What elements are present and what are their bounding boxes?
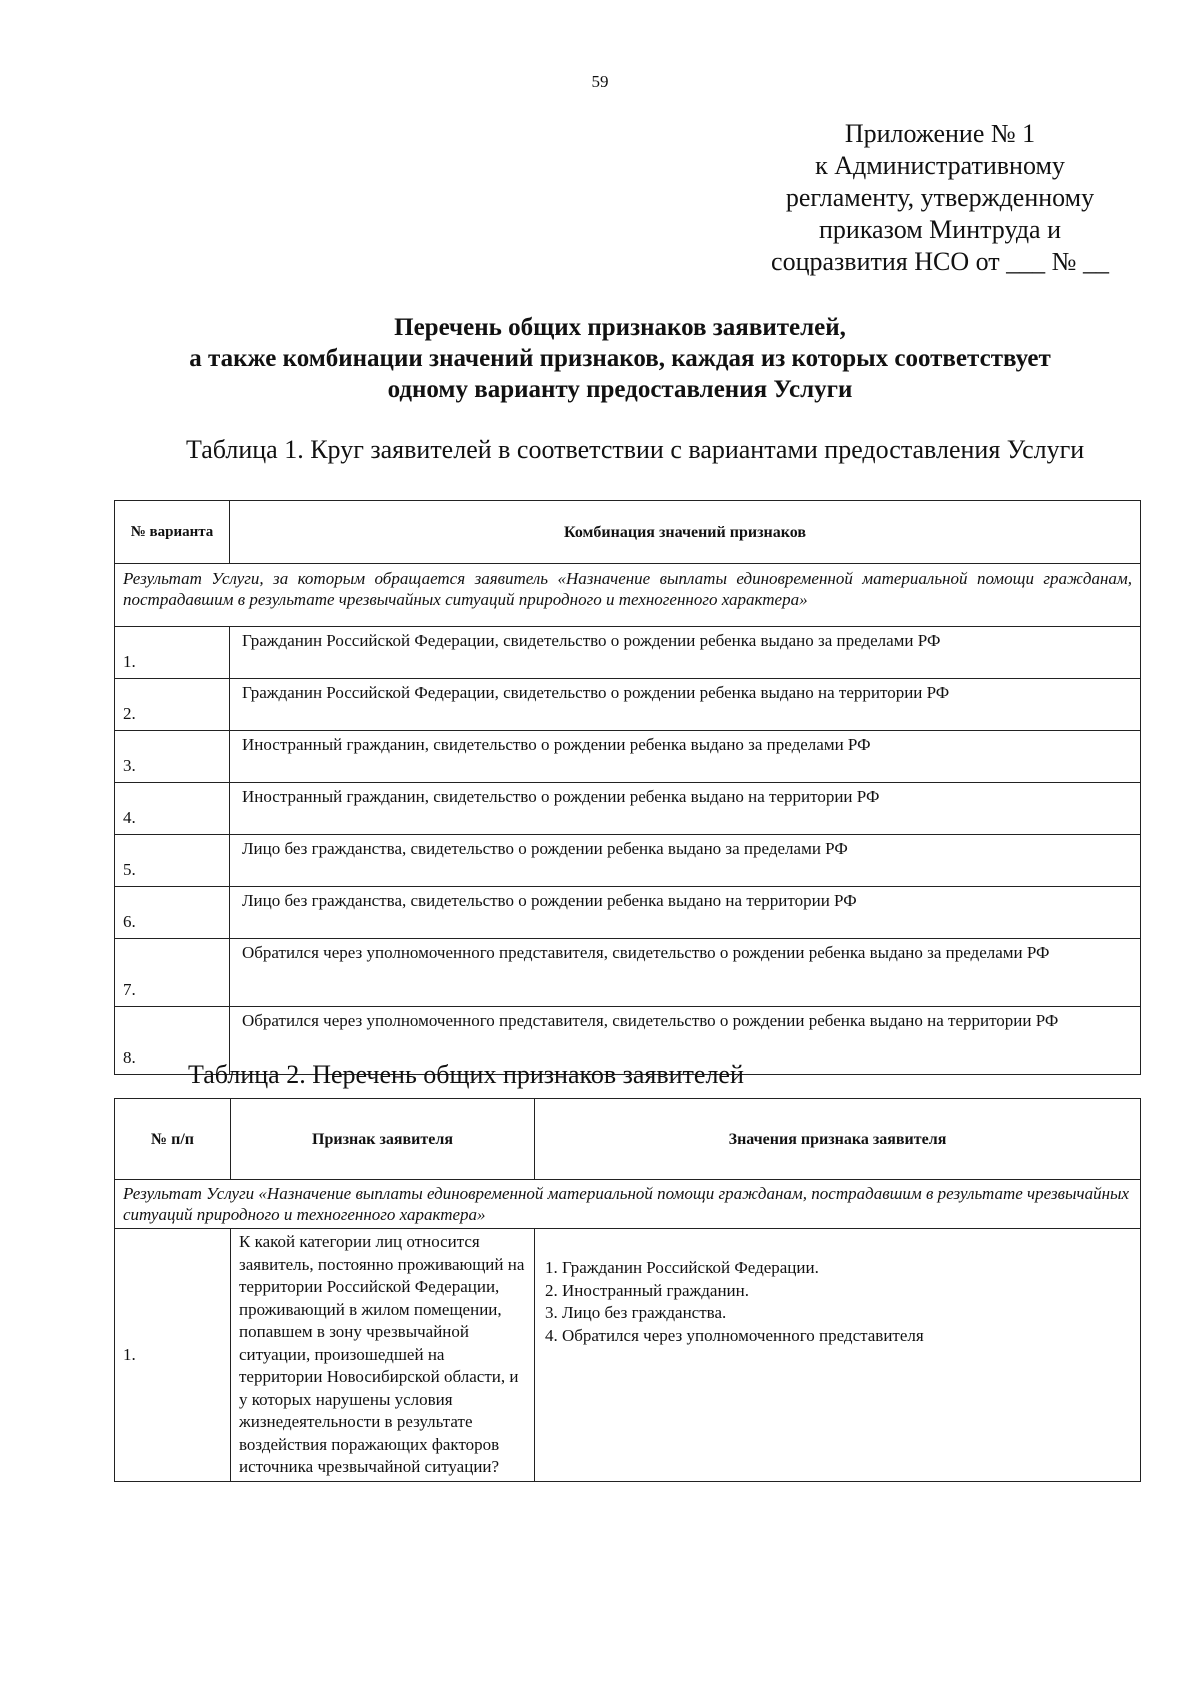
appendix-line: к Административному xyxy=(815,151,1065,180)
variant-text: Гражданин Российской Федерации, свидетельство о рождении ребенка выдано на территории РФ xyxy=(230,679,1141,731)
header-applicant-sign: Признак заявителя xyxy=(231,1099,535,1180)
variant-text: Иностранный гражданин, свидетельство о рождении ребенка выдано на территории РФ xyxy=(230,783,1141,835)
table-header-row xyxy=(115,1099,1141,1180)
table-header-row xyxy=(115,501,1141,564)
row-number: 1. xyxy=(115,1229,231,1482)
variant-number: 2. xyxy=(115,679,230,731)
variant-text: Лицо без гражданства, свидетельство о рождении ребенка выдано на территории РФ xyxy=(230,887,1141,939)
table-row xyxy=(115,1229,1141,1482)
appendix-line: соцразвития НСО от ___ № __ xyxy=(771,247,1109,276)
variant-text: Гражданин Российской Федерации, свидетельство о рождении ребенка выдано за пределами РФ xyxy=(230,627,1141,679)
header-row-number: № п/п xyxy=(115,1099,231,1180)
section-row xyxy=(115,1180,1141,1229)
appendix-line: Приложение № 1 xyxy=(844,119,1036,148)
list-item: 3. Лицо без гражданства. xyxy=(545,1303,727,1322)
title-line: одному варианту предоставления Услуги xyxy=(387,376,853,403)
variant-number: 1. xyxy=(115,627,230,679)
sign-values-list xyxy=(535,1229,1141,1482)
variant-text: Обратился через уполномоченного представителя, свидетельство о рождении ребенка выдано за пределами РФ xyxy=(230,939,1141,1007)
appendix-line: регламенту, утвержденному xyxy=(785,183,1095,212)
list-item: 4. Обратился через уполномоченного представителя xyxy=(545,1325,924,1345)
page-number: 59 xyxy=(591,72,609,91)
variant-number: 7. xyxy=(115,939,230,1007)
document-title xyxy=(90,312,1150,405)
header-sign-values: Значения признака заявителя xyxy=(535,1099,1141,1180)
variant-text: Иностранный гражданин, свидетельство о рождении ребенка выдано за пределами РФ xyxy=(230,731,1141,783)
variant-number: 5. xyxy=(115,835,230,887)
section-result-text: Результат Услуги, за которым обращается заявитель «Назначение выплаты единовременной материальной помощи гражданам, пострадавшим в результате чрезвычайных ситуаций природного и техногенного характера» xyxy=(115,564,1141,627)
variant-number: 3. xyxy=(115,731,230,783)
section-row xyxy=(115,564,1141,627)
header-variant-number: № варианта xyxy=(115,501,230,564)
variant-text: Лицо без гражданства, свидетельство о рождении ребенка выдано за пределами РФ xyxy=(230,835,1141,887)
appendix-line: приказом Минтруда и xyxy=(818,215,1061,244)
table-row xyxy=(115,627,1141,679)
variant-number: 6. xyxy=(115,887,230,939)
table-row xyxy=(115,887,1141,939)
table-row xyxy=(115,835,1141,887)
applicant-signs-table xyxy=(114,1098,1141,1482)
table2-caption: Таблица 2. Перечень общих признаков заявителей xyxy=(188,1060,744,1089)
variant-text: Обратился через уполномоченного представителя, свидетельство о рождении ребенка выдано на территории РФ xyxy=(230,1007,1141,1075)
table-row xyxy=(115,783,1141,835)
title-line: Перечень общих признаков заявителей, xyxy=(394,314,846,341)
header-combination: Комбинация значений признаков xyxy=(230,501,1141,564)
table1-caption: Таблица 1. Круг заявителей в соответствии с вариантами предоставления Услуги xyxy=(186,435,1085,464)
appendix-block xyxy=(740,118,1140,278)
table-row xyxy=(115,939,1141,1007)
list-item: 1. Гражданин Российской Федерации. xyxy=(545,1258,819,1277)
variant-number: 4. xyxy=(115,783,230,835)
variant-number: 8. xyxy=(115,1007,230,1075)
table-row xyxy=(115,731,1141,783)
section-result-text: Результат Услуги «Назначение выплаты единовременной материальной помощи гражданам, пострадавшим в результате чрезвычайных ситуаций природного и техногенного характера» xyxy=(115,1180,1141,1229)
applicant-sign-question: К какой категории лиц относится заявитель, постоянно проживающий на территории Российской Федерации, проживающий в жилом помещении, попавшем в зону чрезвычайной ситуации, произошедшей на территории Новосибирской области, и у которых нарушены условия жизнедеятельности в результате воздействия поражающих факторов источника чрезвычайной ситуации? xyxy=(231,1229,535,1482)
variants-table xyxy=(114,500,1141,1075)
list-item: 2. Иностранный гражданин. xyxy=(545,1280,749,1300)
title-line: а также комбинации значений признаков, каждая из которых соответствует xyxy=(189,345,1051,372)
table-row xyxy=(115,679,1141,731)
